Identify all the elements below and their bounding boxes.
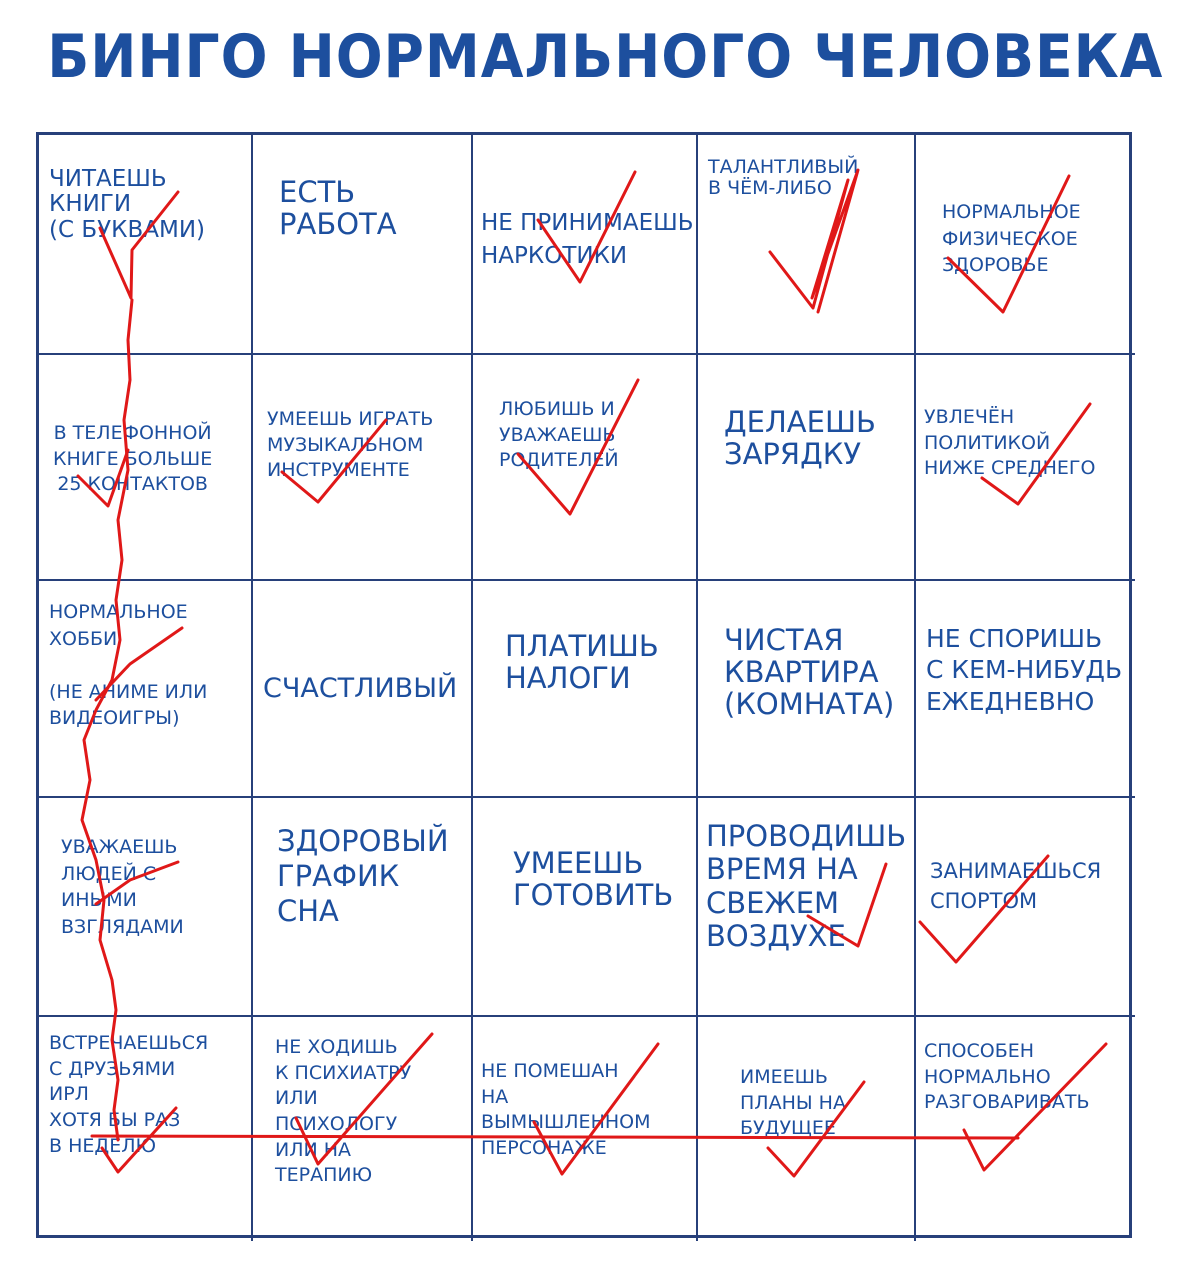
bingo-cell-text: ПРОВОДИШЬ ВРЕМЯ НА СВЕЖЕМ ВОЗДУХЕ: [706, 819, 907, 954]
bingo-cell-text: ЛЮБИШЬ И УВАЖАЕШЬ РОДИТЕЛЕЙ: [499, 398, 619, 472]
bingo-cell[interactable]: [698, 355, 916, 581]
bingo-cell-text: НЕ ПОМЕШАН НА ВЫМЫШЛЕННОМ ПЕРСОНАЖЕ: [481, 1060, 651, 1159]
bingo-cell-text: УВЛЕЧЁН ПОЛИТИКОЙ НИЖЕ СРЕДНЕГО: [924, 406, 1096, 480]
bingo-cell-text: НЕ СПОРИШЬ С КЕМ-НИБУДЬ ЕЖЕДНЕВНО: [926, 624, 1123, 716]
bingo-cell-text: УМЕЕШЬ ИГРАТЬ МУЗЫКАЛЬНОМ ИНСТРУМЕНТЕ: [267, 408, 434, 482]
bingo-cell[interactable]: [473, 1017, 698, 1241]
bingo-cell[interactable]: [39, 355, 253, 581]
bingo-cell-text: НОРМАЛЬНОЕ ХОББИ (НЕ АНИМЕ ИЛИ ВИДЕОИГРЫ): [49, 601, 208, 730]
bingo-cell[interactable]: [698, 1017, 916, 1241]
bingo-cell[interactable]: [253, 135, 473, 355]
bingo-cell[interactable]: [253, 581, 473, 798]
bingo-cell-text: ПЛАТИШЬ НАЛОГИ: [505, 629, 659, 695]
bingo-cell[interactable]: [39, 135, 253, 355]
bingo-cell[interactable]: [916, 355, 1135, 581]
bingo-cell-text: ЧИСТАЯ КВАРТИРА (КОМНАТА): [724, 623, 895, 721]
bingo-cell-text: ТАЛАНТЛИВЫЙ В ЧЁМ-ЛИБО: [708, 156, 859, 199]
bingo-cell-text: ЗДОРОВЫЙ ГРАФИК СНА: [277, 824, 449, 928]
bingo-cell-text: ИМЕЕШЬ ПЛАНЫ НА БУДУЩЕЕ: [740, 1066, 846, 1140]
bingo-cell[interactable]: [698, 581, 916, 798]
bingo-cell-text: ЕСТЬ РАБОТА: [279, 175, 397, 241]
bingo-cell[interactable]: [698, 135, 916, 355]
bingo-cell-text: НЕ ПРИНИМАЕШЬ НАРКОТИКИ: [481, 210, 694, 270]
bingo-grid: [36, 132, 1132, 1238]
bingo-cell[interactable]: [916, 135, 1135, 355]
bingo-cell[interactable]: [39, 798, 253, 1017]
bingo-cell-text: НЕ ХОДИШЬ К ПСИХИАТРУ ИЛИ ПСИХОЛОГУ ИЛИ НА ТЕРАПИЮ: [275, 1036, 412, 1187]
bingo-cell[interactable]: [39, 581, 253, 798]
bingo-cell[interactable]: [916, 581, 1135, 798]
bingo-cell[interactable]: [253, 355, 473, 581]
bingo-cell-text: УВАЖАЕШЬ ЛЮДЕЙ С ИНЫМИ ВЗГЛЯДАМИ: [61, 836, 184, 938]
bingo-cell-text: ДЕЛАЕШЬ ЗАРЯДКУ: [724, 405, 876, 471]
bingo-cell-text: ЧИТАЕШЬ КНИГИ (С БУКВАМИ): [49, 166, 206, 243]
bingo-cell[interactable]: [253, 1017, 473, 1241]
bingo-cell[interactable]: [473, 798, 698, 1017]
bingo-cell[interactable]: [473, 355, 698, 581]
bingo-cell[interactable]: [253, 798, 473, 1017]
bingo-cell[interactable]: [916, 798, 1135, 1017]
bingo-cell[interactable]: [916, 1017, 1135, 1241]
bingo-cell-text: В ТЕЛЕФОННОЙ КНИГЕ БОЛЬШЕ 25 КОНТАКТОВ: [53, 422, 213, 496]
bingo-cell-text: НОРМАЛЬНОЕ ФИЗИЧЕСКОЕ ЗДОРОВЬЕ: [942, 201, 1081, 277]
bingo-cell[interactable]: [473, 581, 698, 798]
bingo-cell[interactable]: [698, 798, 916, 1017]
bingo-cell-text: СЧАСТЛИВЫЙ: [263, 672, 458, 704]
bingo-cell[interactable]: [473, 135, 698, 355]
bingo-cell-text: СПОСОБЕН НОРМАЛЬНО РАЗГОВАРИВАТЬ: [924, 1040, 1090, 1114]
bingo-cell[interactable]: [39, 1017, 253, 1241]
bingo-cell-text: ЗАНИМАЕШЬСЯ СПОРТОМ: [930, 859, 1102, 914]
bingo-cell-text: УМЕЕШЬ ГОТОВИТЬ: [513, 846, 674, 912]
bingo-cell-text: ВСТРЕЧАЕШЬСЯ С ДРУЗЬЯМИ ИРЛ ХОТЯ БЫ РАЗ В НЕДЕЛЮ: [49, 1032, 209, 1157]
bingo-title: БИНГО НОРМАЛЬНОГО ЧЕЛОВЕКА: [47, 22, 1164, 92]
